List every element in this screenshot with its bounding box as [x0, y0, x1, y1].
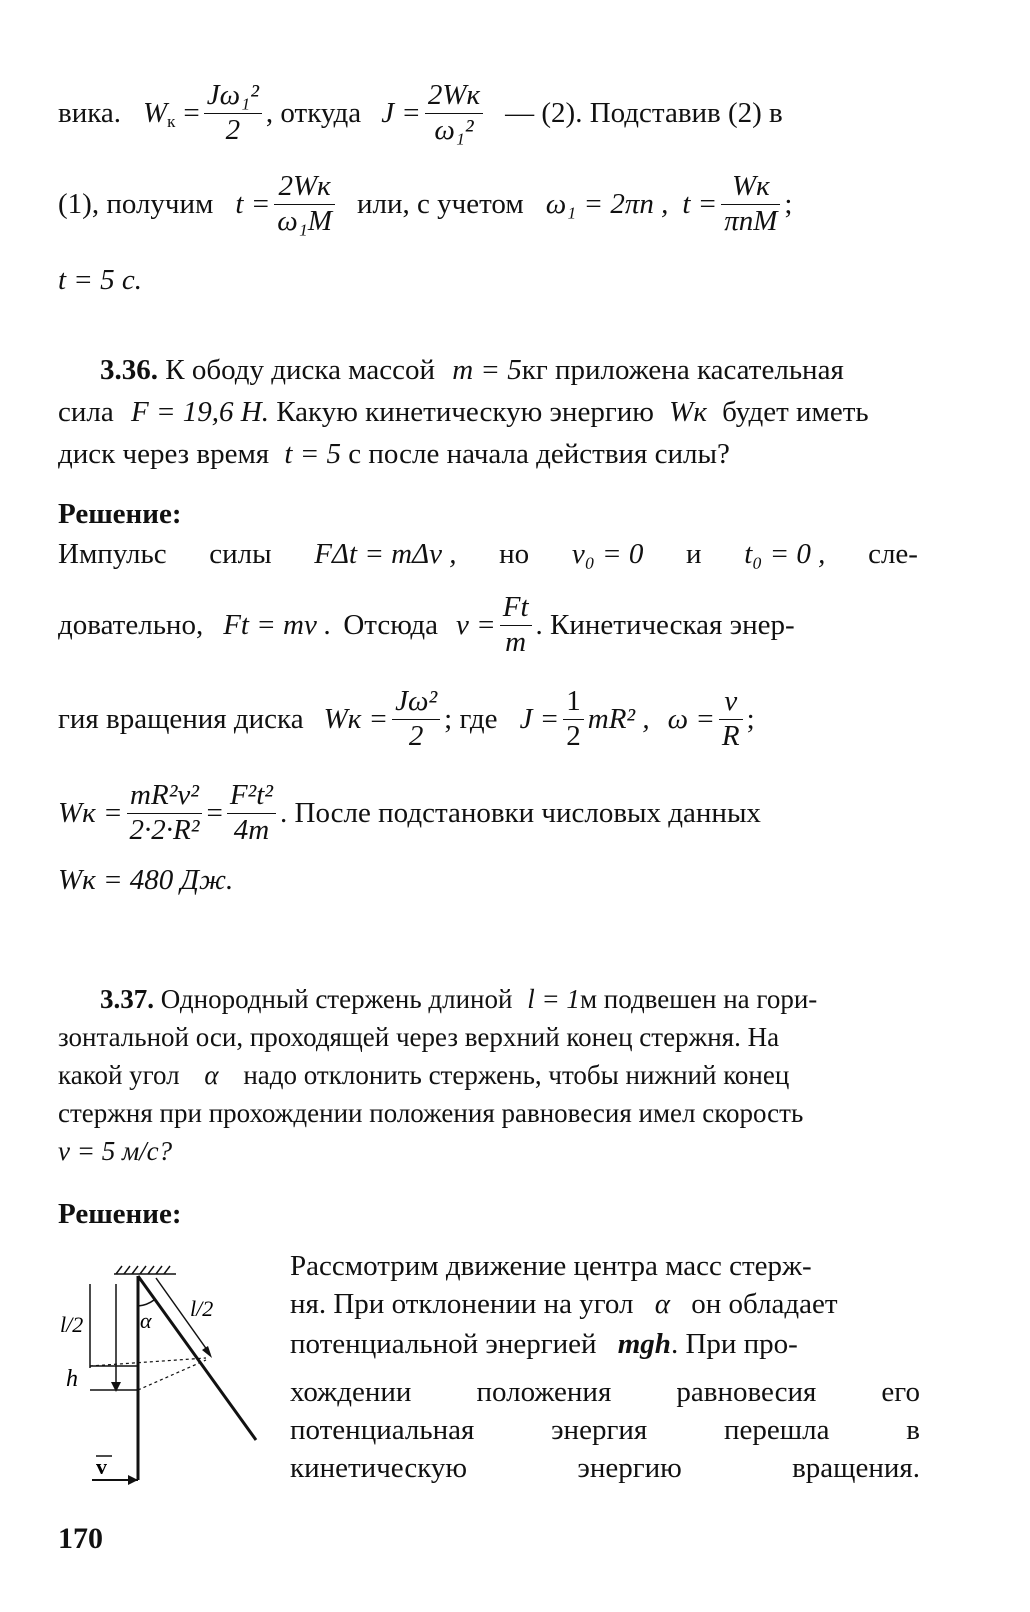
formula: Wк =: [58, 796, 123, 829]
denominator: m: [505, 625, 527, 658]
problem-3-36-line-3: [58, 440, 730, 469]
word: энергию: [577, 1452, 682, 1484]
numerator: Jω₁²: [204, 79, 262, 113]
fraction: [563, 685, 584, 753]
word: кинетическую: [290, 1452, 468, 1484]
text: ;: [784, 187, 793, 220]
denominator: 4m: [233, 813, 270, 846]
text: силы: [209, 538, 272, 570]
text: или, с учетом: [357, 187, 524, 220]
subscript: к: [167, 111, 176, 131]
formula: m = 5: [452, 354, 522, 386]
sol337-line-4: [290, 1378, 920, 1407]
text: . При про-: [670, 1328, 798, 1360]
text: кг приложена касательная: [521, 354, 844, 386]
formula: α: [654, 1288, 671, 1320]
text: будет иметь: [722, 396, 869, 428]
label-v: v: [96, 1454, 107, 1479]
formula: J =: [519, 702, 560, 735]
fraction: [204, 79, 262, 147]
formula: F = 19,6 Н.: [130, 396, 269, 428]
numerator: 2Wк: [425, 79, 483, 113]
text: вика.: [58, 96, 121, 129]
fraction: [127, 779, 203, 847]
denominator: 2: [225, 113, 241, 146]
word: потенциальная: [290, 1414, 475, 1446]
text: гия вращения диска: [58, 702, 304, 735]
formula: J =: [381, 96, 421, 129]
text: Отсюда: [343, 608, 439, 641]
formula: t₀ = 0 ,: [744, 538, 826, 570]
formula: t =: [682, 187, 718, 220]
problem-number: 3.37.: [100, 984, 154, 1014]
sol337-line-6: [290, 1454, 920, 1483]
text: ; где: [444, 702, 498, 735]
denominator: 2·2·R²: [129, 813, 200, 846]
solution-line-4: [58, 772, 761, 854]
formula: α: [204, 1060, 219, 1090]
problem-3-36-line-1: [100, 356, 844, 385]
formula: Ft = mv .: [223, 608, 332, 641]
formula: l = 1: [527, 984, 580, 1014]
numerator: 1: [563, 685, 584, 719]
text: какой угол: [58, 1060, 180, 1090]
formula: ω =: [667, 702, 715, 735]
solution-heading: Решение:: [58, 498, 182, 530]
problem-3-37-line-1: [100, 986, 817, 1013]
equals: =: [206, 796, 223, 829]
solution-heading: Решение:: [58, 1198, 182, 1230]
label-l-half-left: l/2: [60, 1312, 84, 1337]
formula: t =: [235, 187, 271, 220]
label-l-half-right: l/2: [190, 1296, 214, 1321]
numerator: F²t²: [227, 779, 276, 813]
center-level-line: [90, 1358, 206, 1366]
text: сила: [58, 396, 114, 428]
formula: FΔt = mΔv ,: [314, 538, 457, 570]
solution-answer: Wк = 480 Дж.: [58, 864, 234, 896]
fraction: [721, 170, 780, 238]
fraction: [500, 591, 532, 659]
sol337-line-3: [290, 1330, 798, 1359]
text: с после начала действия силы?: [348, 438, 730, 470]
formula: mgh: [617, 1328, 671, 1360]
numerator: v: [719, 685, 743, 719]
denominator: ω₁M: [277, 204, 332, 237]
text: Однородный стержень длиной: [160, 984, 513, 1014]
text: К ободу диска массой: [165, 354, 435, 386]
text: ;: [746, 702, 755, 735]
word: энергия: [551, 1414, 648, 1446]
text-line: [58, 164, 792, 244]
word: перешла: [724, 1414, 830, 1446]
label-alpha: α: [140, 1308, 152, 1333]
denominator: ω₁²: [434, 113, 474, 146]
formula: Wк =: [323, 702, 389, 735]
denominator: 2: [408, 719, 424, 752]
numerator: 2Wк: [274, 170, 335, 204]
angle-arc: [138, 1300, 154, 1306]
text: но: [499, 538, 530, 570]
problem-3-37-line-4: стержня при прохождении положения равновесия имел скорость: [58, 1098, 804, 1128]
word: его: [881, 1376, 920, 1408]
label-h: h: [66, 1366, 78, 1392]
pendulum-rod-figure: [56, 1258, 276, 1498]
symbol: W: [142, 96, 168, 129]
fraction: [425, 79, 483, 147]
sol337-line-1: Рассмотрим движение центра масс стерж-: [290, 1250, 812, 1282]
problem-3-37-line-2: зонтальной оси, проходящей через верхний конец стержня. На: [58, 1022, 780, 1052]
text: , откуда: [265, 96, 362, 129]
text: он обладает: [691, 1288, 838, 1320]
text: Какую кинетическую энергию: [276, 396, 654, 428]
text: диск через время: [58, 438, 270, 470]
solution-line-1: [58, 540, 918, 569]
numerator: mR²v²: [127, 779, 203, 813]
problem-3-36-line-2: [58, 398, 869, 427]
formula: v =: [456, 608, 496, 641]
numerator: Ft: [500, 591, 532, 625]
text: . Кинетическая энер-: [535, 608, 795, 641]
sol337-line-2: [290, 1290, 838, 1319]
text: потенциальной энергией: [290, 1328, 597, 1360]
word: в: [906, 1414, 920, 1446]
text-line: [58, 78, 783, 148]
text: и: [686, 538, 702, 570]
word: хождении: [290, 1376, 412, 1408]
text: . После подстановки числовых данных: [280, 796, 761, 829]
dotted-line: [138, 1360, 206, 1390]
formula: v₀ = 0: [571, 538, 644, 570]
fraction: [227, 779, 276, 847]
fraction: [392, 685, 440, 753]
word: равновесия: [676, 1376, 817, 1408]
text: Импульс: [58, 538, 167, 570]
solution-line-3: [58, 678, 755, 760]
formula: Wк: [669, 396, 707, 428]
word: вращения.: [792, 1452, 920, 1484]
denominator: πnM: [724, 204, 778, 237]
formula: t = 5: [284, 438, 342, 470]
text: м подвешен на гори-: [579, 984, 818, 1014]
arrowhead: [202, 1346, 212, 1358]
denominator: R: [721, 719, 740, 752]
solution-line-2: [58, 584, 795, 666]
word: положения: [476, 1376, 612, 1408]
fraction: [719, 685, 743, 753]
equals: =: [183, 96, 200, 129]
formula: mR² ,: [587, 702, 650, 735]
ceiling-hatching: [114, 1266, 176, 1274]
sol337-line-5: [290, 1416, 920, 1445]
problem-3-37-line-5: v = 5 м/с?: [58, 1136, 173, 1166]
text: надо отклонить стержень, чтобы нижний конец: [243, 1060, 790, 1090]
text: (1), получим: [58, 187, 214, 220]
text: — (2). Подставив (2) в: [505, 96, 783, 129]
formula: ω₁ = 2πn ,: [545, 187, 669, 220]
numerator: Jω²: [392, 685, 440, 719]
numerator: Wк: [721, 170, 780, 204]
text-line: t = 5 с.: [58, 264, 142, 296]
problem-number: 3.36.: [100, 354, 158, 386]
page-number: 170: [58, 1522, 103, 1555]
problem-3-37-line-3: [58, 1062, 789, 1089]
text: ня. При отклонении на угол: [290, 1288, 634, 1320]
text: сле-: [868, 538, 918, 570]
text: довательно,: [58, 608, 204, 641]
fraction: [274, 170, 335, 238]
denominator: 2: [566, 719, 581, 752]
